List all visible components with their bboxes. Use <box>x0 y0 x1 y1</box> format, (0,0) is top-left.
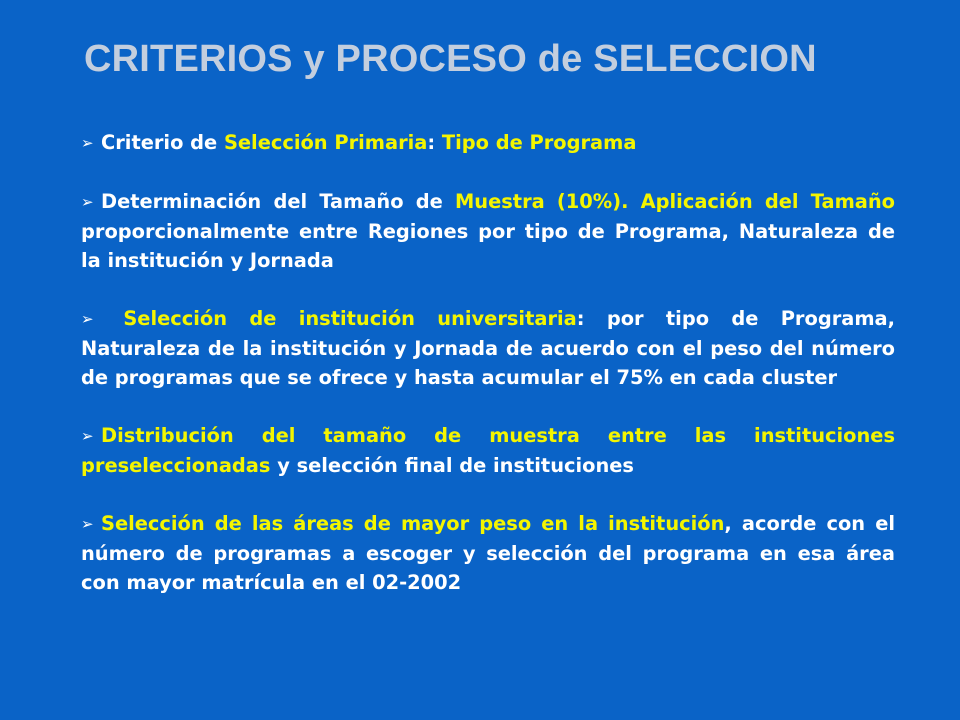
bullet-highlight-segment: Distribución del tamaño de muestra entre las instituciones preseleccionadas <box>81 424 895 477</box>
bullet-text-segment: Determinación del Tamaño de <box>101 190 456 213</box>
bullet-list <box>81 128 895 597</box>
arrow-bullet-icon: ➢ <box>81 193 94 211</box>
bullet-text-segment: proporcionalmente entre Regiones por tipo de Programa, Naturaleza de la institución y Jornada <box>81 220 895 272</box>
bullet-text-segment: Criterio de <box>101 131 224 154</box>
bullet-item-sample-distribution <box>81 421 895 480</box>
bullet-item-area-selection <box>81 509 895 597</box>
bullet-highlight-segment: Tipo de Programa <box>441 131 637 154</box>
bullet-text-segment: : por tipo de Programa, Naturaleza de la institución y Jornada de acuerdo con el peso del número de programas que se ofrece y hasta acumular el 75% en cada cluster <box>81 307 895 389</box>
bullet-highlight-segment: Selección Primaria <box>223 131 428 154</box>
arrow-bullet-icon: ➢ <box>81 515 94 533</box>
arrow-bullet-icon: ➢ <box>81 427 94 445</box>
bullet-highlight-segment: Selección de las áreas de mayor peso en la institución <box>101 512 725 535</box>
bullet-item-university-selection <box>81 304 895 392</box>
arrow-bullet-icon: ➢ <box>81 134 94 152</box>
bullet-text-segment <box>101 307 123 330</box>
bullet-highlight-segment: Selección de institución universitaria <box>123 307 577 330</box>
bullet-item-primary-selection <box>81 128 895 158</box>
arrow-bullet-icon: ➢ <box>81 310 94 328</box>
bullet-item-sample-size <box>81 187 895 275</box>
slide-title: CRITERIOS y PROCESO de SELECCION <box>84 38 817 80</box>
bullet-text-segment: , acorde con el número de programas a escoger y selección del programa en esa área con mayor matrícula en el 02-2002 <box>81 512 895 594</box>
bullet-highlight-segment: Muestra (10%). Aplicación del Tamaño <box>455 190 895 213</box>
bullet-text-segment: : <box>427 131 442 154</box>
bullet-text-segment: y selección final de instituciones <box>270 454 634 477</box>
